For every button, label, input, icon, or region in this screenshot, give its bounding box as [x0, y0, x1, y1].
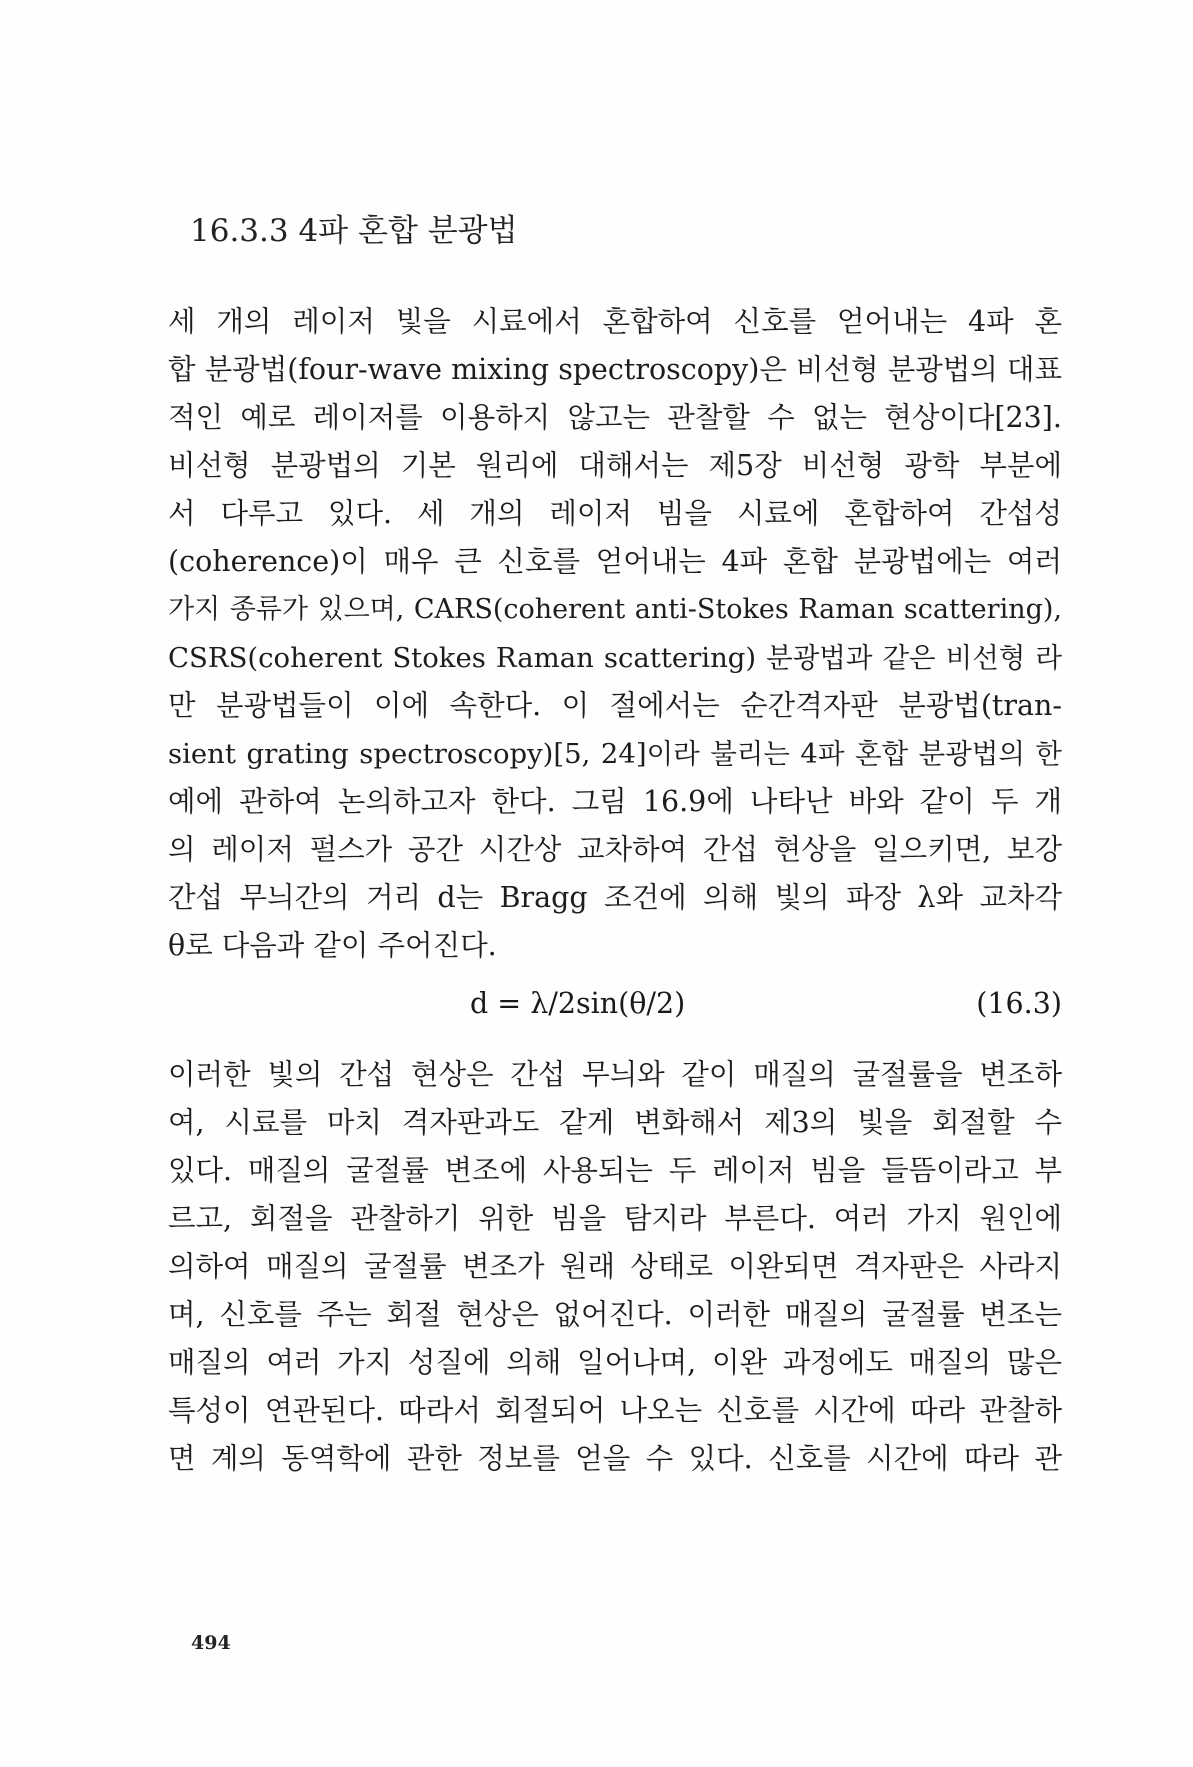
text-line: 의 레이저 펄스가 공간 시간상 교차하여 간섭 현상을 일으키면, 보강 [168, 833, 1062, 866]
text-line: 비선형 분광법의 기본 원리에 대해서는 제5장 비선형 광학 부분에 [168, 449, 1062, 482]
text-line: 면 계의 동역학에 관한 정보를 얻을 수 있다. 신호를 시간에 따라 관 [168, 1442, 1062, 1475]
text-line: 만 분광법들이 이에 속한다. 이 절에서는 순간격자판 분광법(tran- [168, 689, 1062, 722]
paragraph-1 [168, 298, 1062, 970]
text-line: sient grating spectroscopy)[5, 24]이라 불리는 4파 혼합 분광법의 한 [168, 738, 1062, 770]
text-line: 있다. 매질의 굴절률 변조에 사용되는 두 레이저 빔을 들뜸이라고 부 [168, 1154, 1062, 1187]
text-line: 예에 관하여 논의하고자 한다. 그림 16.9에 나타난 바와 같이 두 개 [168, 785, 1062, 818]
text-line: 특성이 연관된다. 따라서 회절되어 나오는 신호를 시간에 따라 관찰하 [168, 1394, 1062, 1427]
text-line: 적인 예로 레이저를 이용하지 않고는 관찰할 수 없는 현상이다[23]. [168, 401, 1062, 434]
text-line: 합 분광법(four-wave mixing spectroscopy)은 비선형 분광법의 대표 [168, 353, 1062, 386]
text-line: θ로 다음과 같이 주어진다. [168, 929, 497, 962]
text-line: 며, 신호를 주는 회절 현상은 없어진다. 이러한 매질의 굴절률 변조는 [168, 1298, 1062, 1331]
text-line: 르고, 회절을 관찰하기 위한 빔을 탐지라 부른다. 여러 가지 원인에 [168, 1202, 1062, 1235]
equation-number: (16.3) [976, 987, 1062, 1020]
text-line: 세 개의 레이저 빛을 시료에서 혼합하여 신호를 얻어내는 4파 혼 [168, 305, 1062, 338]
section-heading: 16.3.3 4파 혼합 분광법 [190, 213, 518, 249]
paragraph-2 [168, 1051, 1062, 1483]
text-line: CSRS(coherent Stokes Raman scattering) 분광법과 같은 비선형 라 [168, 642, 1062, 674]
text-line: 이러한 빛의 간섭 현상은 간섭 무늬와 같이 매질의 굴절률을 변조하 [168, 1058, 1062, 1091]
text-line: 서 다루고 있다. 세 개의 레이저 빔을 시료에 혼합하여 간섭성 [168, 497, 1062, 530]
text-line: 간섭 무늬간의 거리 d는 Bragg 조건에 의해 빛의 파장 λ와 교차각 [168, 881, 1062, 914]
text-line: 가지 종류가 있으며, CARS(coherent anti-Stokes Raman scattering), [168, 594, 1062, 625]
page-number: 494 [191, 1632, 231, 1654]
equation-16-3 [168, 980, 1062, 1028]
equation-expression: d = λ/2sin(θ/2) [470, 987, 686, 1020]
text-line: 매질의 여러 가지 성질에 의해 일어나며, 이완 과정에도 매질의 많은 [168, 1346, 1062, 1379]
text-line: 여, 시료를 마치 격자판과도 같게 변화해서 제3의 빛을 회절할 수 [168, 1106, 1062, 1139]
text-line: (coherence)이 매우 큰 신호를 얻어내는 4파 혼합 분광법에는 여러 [168, 545, 1062, 578]
text-line: 의하여 매질의 굴절률 변조가 원래 상태로 이완되면 격자판은 사라지 [168, 1250, 1062, 1283]
